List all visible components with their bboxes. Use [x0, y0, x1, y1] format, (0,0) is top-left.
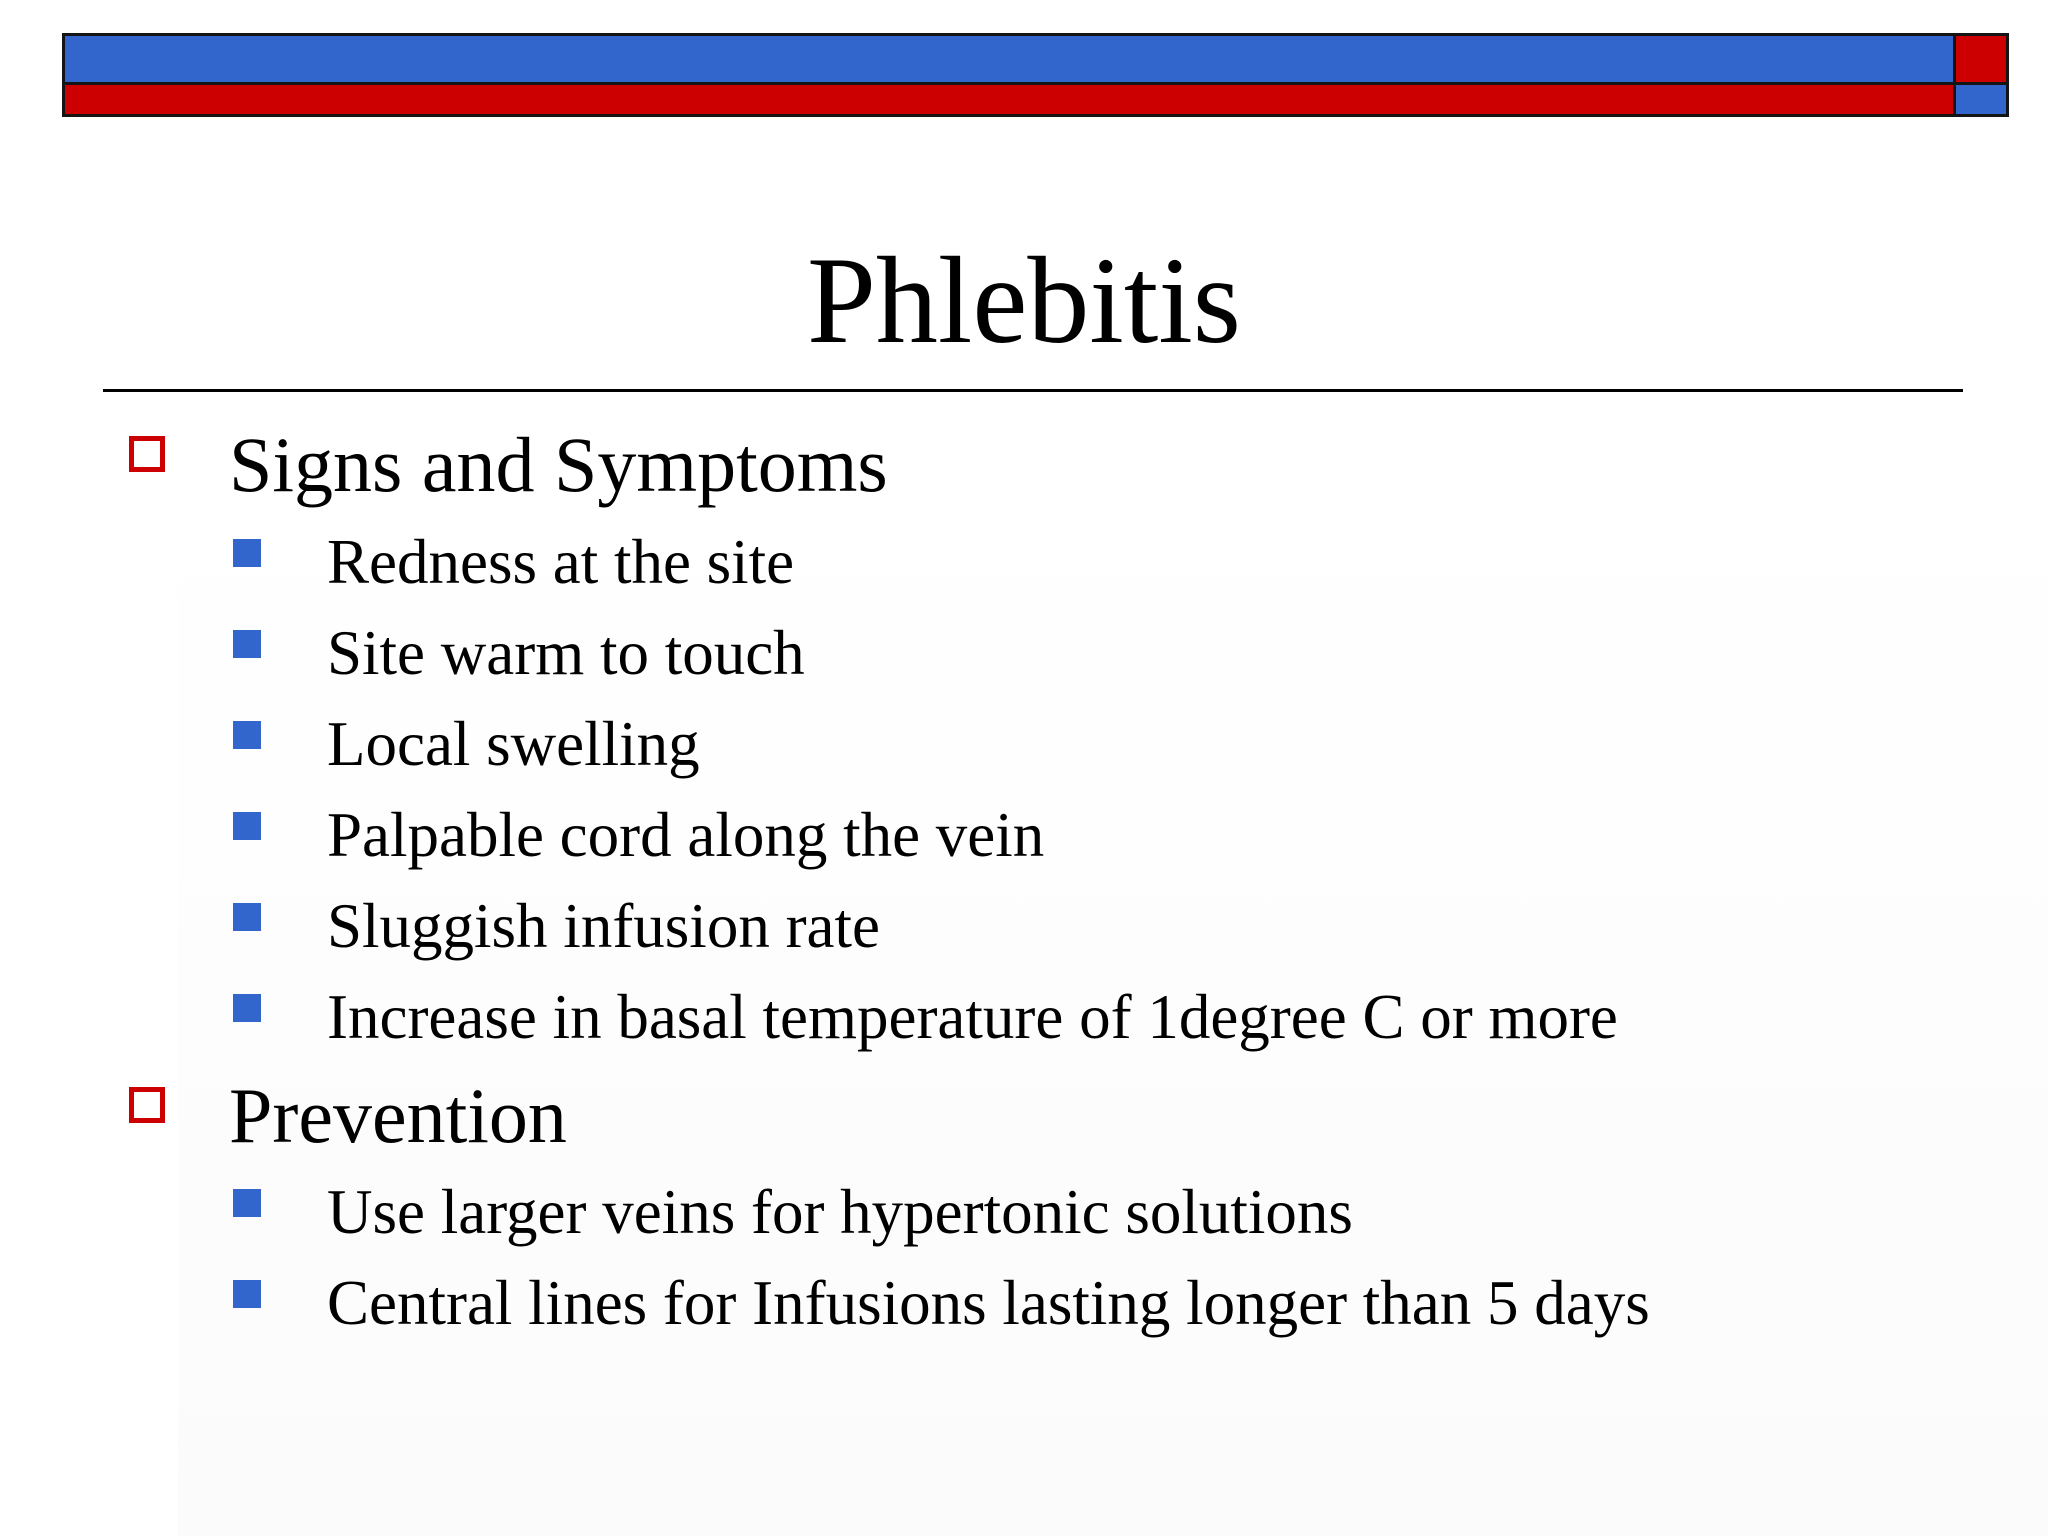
filled-square-icon	[233, 721, 261, 749]
list-item: Site warm to touch	[327, 618, 805, 688]
list-item: Palpable cord along the vein	[327, 800, 1045, 870]
list-item: Use larger veins for hypertonic solutions	[327, 1177, 1353, 1247]
list-item: Local swelling	[327, 709, 700, 779]
header-bar-red	[62, 82, 1956, 117]
header-corner-blue	[1953, 82, 2009, 117]
filled-square-icon	[233, 630, 261, 658]
section-heading-signs-and-symptoms: Signs and Symptoms	[229, 421, 888, 508]
hollow-square-icon	[129, 1087, 165, 1123]
filled-square-icon	[233, 539, 261, 567]
section-heading-prevention: Prevention	[229, 1072, 567, 1159]
filled-square-icon	[233, 903, 261, 931]
filled-square-icon	[233, 994, 261, 1022]
list-item: Central lines for Infusions lasting longer than 5 days	[327, 1268, 1650, 1338]
header-corner-red	[1953, 33, 2009, 85]
filled-square-icon	[233, 1189, 261, 1217]
header-bar-blue	[62, 33, 1956, 85]
list-item: Sluggish infusion rate	[327, 891, 880, 961]
hollow-square-icon	[129, 436, 165, 472]
filled-square-icon	[233, 1280, 261, 1308]
filled-square-icon	[233, 812, 261, 840]
list-item: Increase in basal temperature of 1degree C or more	[327, 982, 1618, 1052]
list-item: Redness at the site	[327, 527, 795, 597]
slide-title: Phlebitis	[806, 232, 1242, 369]
title-divider	[103, 389, 1963, 392]
